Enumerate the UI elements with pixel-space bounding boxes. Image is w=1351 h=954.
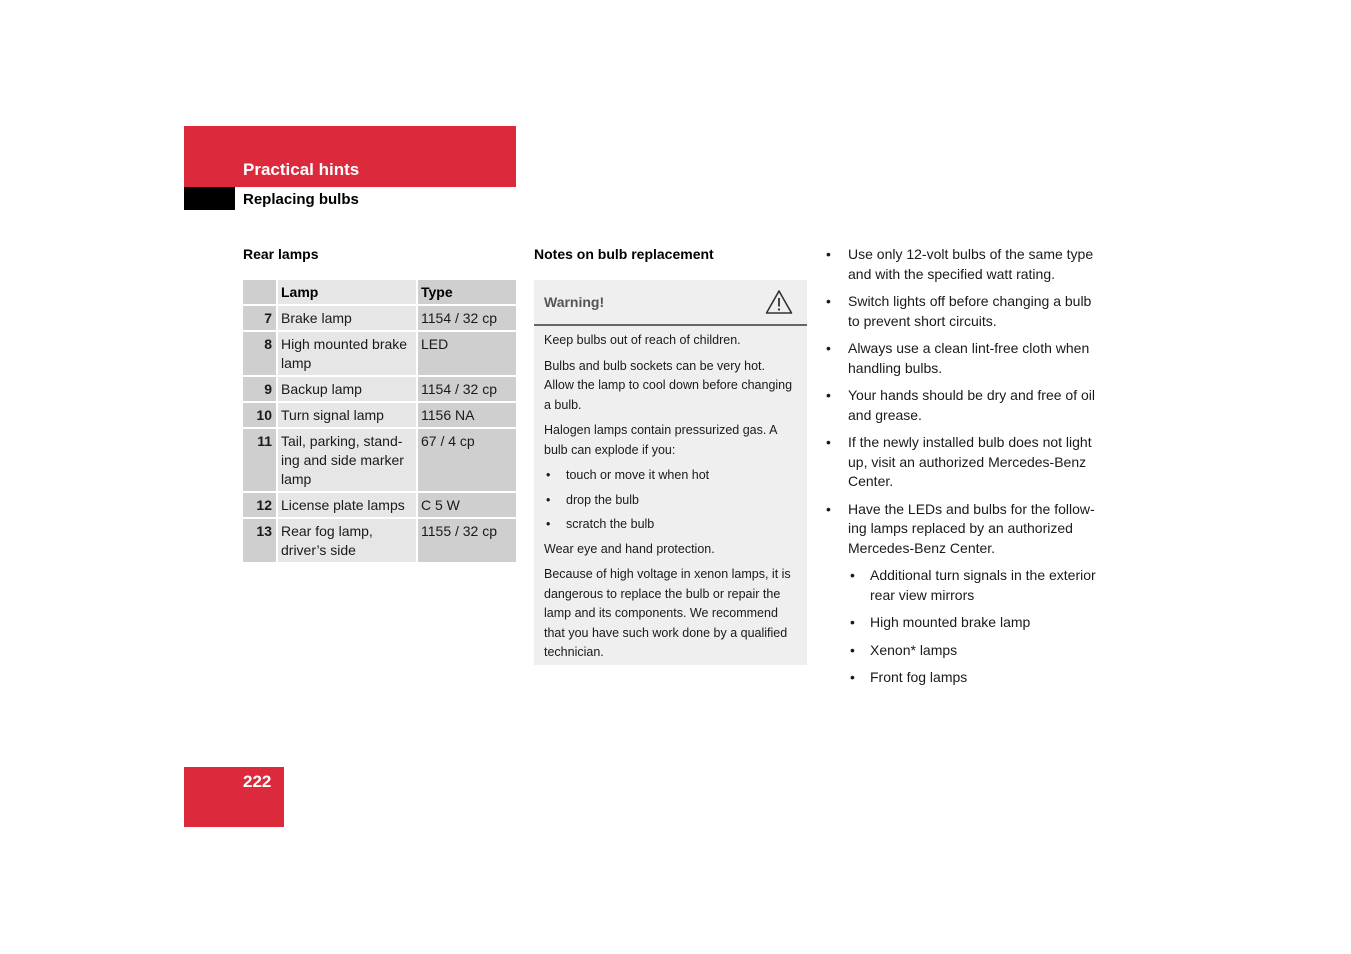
list-item: • touch or move it when hot (544, 466, 797, 486)
lamp-type: C 5 W (417, 492, 516, 518)
table-row (243, 402, 516, 428)
lamp-type: 1156 NA (417, 402, 516, 428)
list-item: • Additional turn signals in the exterior rear view mirrors (848, 566, 1101, 605)
tip-text: Have the LEDs and bulbs for the follow-ing lamps replaced by an authorized Mercedes-Benz Center. (848, 500, 1095, 556)
section-title: Practical hints (243, 160, 360, 179)
list-item: • scratch the bulb (544, 515, 797, 535)
table-row (243, 492, 516, 518)
list-item (826, 245, 1101, 284)
table-row (243, 305, 516, 331)
warning-text: Because of high voltage in xenon lamps, it is dangerous to replace the bulb or repair the lamp and its components. We recommend that you have such work done by a qualified technician. (544, 567, 791, 659)
lamp-number: 13 (243, 518, 277, 562)
lamp-name: Turn signal lamp (277, 402, 417, 428)
list-item: • High mounted brake lamp (848, 613, 1101, 633)
list-item (826, 433, 1101, 492)
lamp-type: 1154 / 32 cp (417, 305, 516, 331)
tip-text: Use only 12-volt bulbs of the same type and with the specified watt rating. (848, 246, 1094, 282)
table-row (243, 428, 516, 492)
table-header-number (243, 280, 277, 305)
list-item: • Front fog lamps (848, 668, 1101, 688)
table-row (243, 518, 516, 562)
lamp-name: Backup lamp (277, 376, 417, 402)
table-row (243, 331, 516, 376)
page-number: 222 (243, 772, 272, 791)
table-header-row (243, 280, 516, 305)
lamp-number: 9 (243, 376, 277, 402)
tip-text: Always use a clean lint-free cloth when handling bulbs. (848, 340, 1090, 376)
lamp-type: 1154 / 32 cp (417, 376, 516, 402)
table-row (243, 376, 516, 402)
lamp-number: 12 (243, 492, 277, 518)
lamp-name: High mounted brake lamp (277, 331, 417, 376)
list-item: • drop the bulb (544, 491, 797, 511)
rear-lamps-table (243, 280, 516, 562)
tips-sublist (848, 566, 1101, 688)
warning-text: Wear eye and hand protection. (544, 541, 715, 556)
tip-text: Your hands should be dry and free of oil and grease. (848, 387, 1095, 423)
lamp-number: 8 (243, 331, 277, 376)
tip-text: If the newly installed bulb does not light up, visit an authorized Mercedes-Benz Center. (848, 434, 1092, 489)
lamp-number: 7 (243, 305, 277, 331)
table-header-type: Type (417, 280, 516, 305)
warning-box (534, 280, 807, 665)
warning-title: Warning! (544, 294, 605, 310)
subsection-title: Replacing bulbs (243, 191, 359, 208)
list-item (826, 386, 1101, 425)
lamp-number: 11 (243, 428, 277, 492)
warning-header (534, 280, 807, 326)
lamp-type: LED (417, 331, 516, 376)
warning-triangle-icon (765, 289, 793, 315)
warning-body (534, 326, 807, 663)
lamp-type: 1155 / 32 cp (417, 518, 516, 562)
lamp-name: Brake lamp (277, 305, 417, 331)
tips-list (826, 245, 1101, 696)
list-item: • Xenon* lamps (848, 641, 1101, 661)
list-item (826, 292, 1101, 331)
warning-text: Keep bulbs out of reach of children. (544, 333, 741, 347)
list-item (826, 500, 1101, 688)
lamp-name: Tail, parking, stand-ing and side marker lamp (277, 428, 417, 492)
warning-text: Bulbs and bulb sockets can be very hot. Allow the lamp to cool down before changing a bulb. (544, 358, 793, 412)
warning-bullet-list (544, 466, 797, 535)
notes-heading: Notes on bulb replacement (534, 246, 714, 262)
tip-text: Switch lights off before changing a bulb to prevent short circuits. (848, 293, 1092, 329)
lamp-name: Rear fog lamp, driver’s side (277, 518, 417, 562)
lamp-name: License plate lamps (277, 492, 417, 518)
lamp-number: 10 (243, 402, 277, 428)
rear-lamps-heading: Rear lamps (243, 246, 319, 262)
warning-text: Halogen lamps contain pressurized gas. A bulb can explode if you: (544, 423, 777, 457)
list-item (826, 339, 1101, 378)
header-black-tab (184, 187, 235, 210)
lamp-type: 67 / 4 cp (417, 428, 516, 492)
table-header-lamp: Lamp (277, 280, 417, 305)
